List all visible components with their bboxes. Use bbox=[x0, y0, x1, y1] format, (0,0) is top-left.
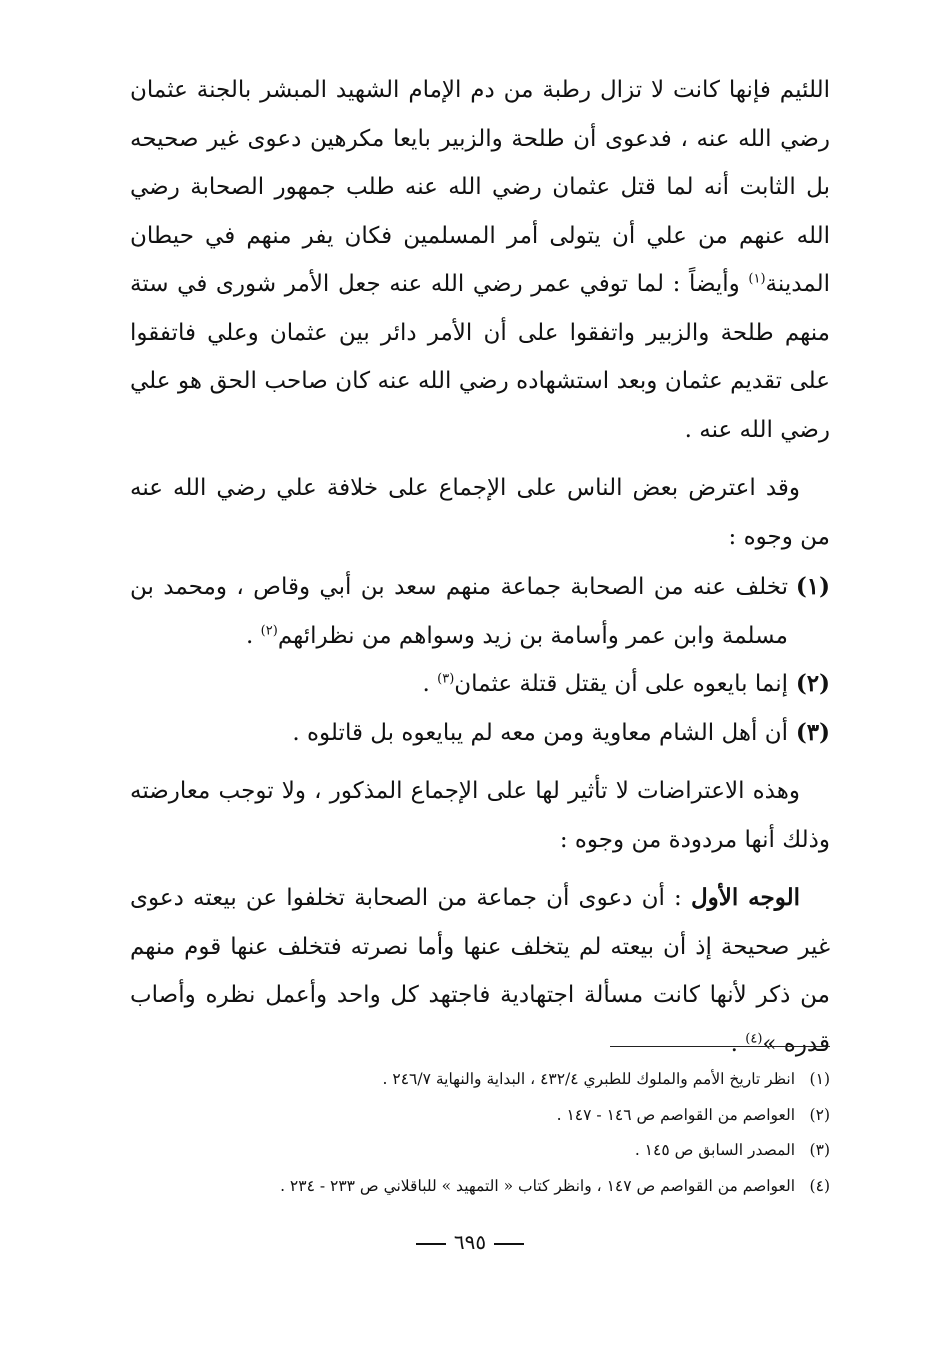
list-item bbox=[130, 563, 830, 660]
paragraph-response-intro: وهذه الاعتراضات لا تأثير لها على الإجماع المذكور ، ولا توجب معارضته وذلك أنها مردودة من وجوه : bbox=[130, 778, 830, 853]
footnote-ref-2[interactable]: (٢) bbox=[260, 622, 278, 638]
footnote-ref-4[interactable]: (٤) bbox=[745, 1030, 763, 1046]
page-number-dash bbox=[416, 1243, 446, 1245]
paragraph-tail: . bbox=[730, 1030, 746, 1057]
footnote-text: العواصم من القواصم ص ١٤٦ - ١٤٧ . bbox=[556, 1105, 796, 1124]
footnote-ref-3[interactable]: (٣) bbox=[437, 671, 455, 687]
list-item bbox=[130, 709, 830, 758]
paragraph-text: : أن دعوى أن جماعة من الصحابة تخلفوا عن بيعته دعوى غير صحيحة إذ أن بيعته لم يتخلف عنها وأما نصرته فتخلف عنها قوم منهم من ذكر لأنها كانت مسألة اجتهادية فاجتهد كل واحد وأعمل نظره وأصاب قدره » bbox=[130, 885, 830, 1057]
footnote-item bbox=[130, 1098, 830, 1134]
paragraph-text: وأيضاً : لما توفي عمر رضي الله عنه جعل الأمر شورى في ستة منهم طلحة والزبير واتفقوا على أن الأمر دائر بين عثمان وعلي فاتفقوا على تقديم عثمان وبعد استشهاده رضي الله عنه كان صاحب الحق هو علي رضي الله عنه . bbox=[130, 271, 830, 443]
footnotes-list bbox=[130, 1062, 830, 1204]
page-number-dash bbox=[494, 1243, 524, 1245]
list-item-tail: . bbox=[422, 671, 438, 697]
list-item-tail: . bbox=[246, 622, 261, 649]
paragraph-text: اللئيم فإنها كانت لا تزال رطبة من دم الإمام الشهيد المبشر بالجنة عثمان رضي الله عنه ، فدعوى أن طلحة والزبير بايعا مكرهين دعوى غير صحيحه بل الثابت أنه لما قتل عثمان رضي الله عنه طلب جمهور الصحابة رضي الله عنهم من علي أن يتولى أمر المسلمين فكان يفر منهم في حيطان المدينة bbox=[130, 77, 830, 297]
page-number bbox=[0, 1230, 940, 1254]
footnote-text: انظر تاريخ الأمم والملوك للطبري ٤٣٢/٤ ، البداية والنهاية ٢٤٦/٧ . bbox=[382, 1070, 796, 1088]
list-item-number: (٣) bbox=[795, 718, 830, 746]
section-heading: الوجه الأول bbox=[690, 884, 800, 911]
footnote-item bbox=[130, 1062, 830, 1098]
list-item-number: (٢) bbox=[795, 670, 830, 697]
footnote-text: العواصم من القواصم ص ١٤٧ ، وانظر كتاب « التمهيد » للباقلاني ص ٢٣٣ - ٢٣٤ . bbox=[280, 1176, 796, 1195]
footnote-number: (١) bbox=[809, 1070, 830, 1088]
paragraph-objections-intro: وقد اعترض بعض الناس على الإجماع على خلافة علي رضي الله عنه من وجوه : bbox=[130, 475, 830, 550]
page-number-text: ٦٩٥ bbox=[453, 1230, 487, 1254]
list-item-text: تخلف عنه من الصحابة جماعة منهم سعد بن أبي وقاص ، ومحمد بن مسلمة وابن عمر وأسامة بن زيد وسواهم من نظرائهم bbox=[130, 574, 788, 649]
list-item-text: إنما بايعوه على أن يقتل قتلة عثمان bbox=[454, 671, 788, 697]
footnote-item bbox=[130, 1133, 830, 1169]
list-item-text: أن أهل الشام معاوية ومن معه لم يبايعوه بل قاتلوه . bbox=[292, 719, 788, 746]
footnote-number: (٤) bbox=[809, 1176, 830, 1195]
footnote-item bbox=[130, 1169, 830, 1205]
paragraph-continuation bbox=[130, 66, 830, 454]
paragraph-first-aspect bbox=[130, 874, 830, 1068]
footnote-divider bbox=[610, 1046, 830, 1047]
page-body bbox=[130, 66, 830, 1068]
footnote-number: (٣) bbox=[809, 1141, 830, 1159]
list-item bbox=[130, 660, 830, 709]
footnote-text: المصدر السابق ص ١٤٥ . bbox=[634, 1141, 796, 1159]
list-item-number: (١) bbox=[795, 573, 830, 600]
footnote-ref-1[interactable]: (١) bbox=[748, 271, 766, 287]
objections-list bbox=[130, 563, 830, 757]
footnote-number: (٢) bbox=[809, 1105, 830, 1124]
